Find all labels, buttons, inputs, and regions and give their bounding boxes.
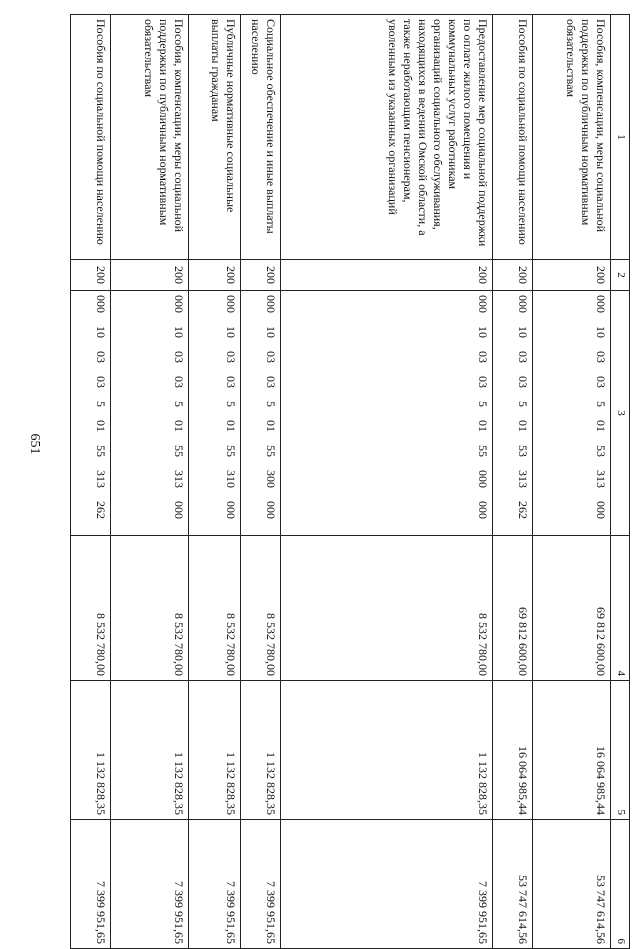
row-code: 000 10 03 03 5 01 55 313 000 <box>111 291 189 536</box>
row-name: Социальное обеспечение и иные выплаты населению <box>240 15 280 260</box>
row-col5: 1 132 828,35 <box>71 681 111 820</box>
page-number: 651 <box>27 433 42 455</box>
row-col2: 200 <box>492 260 532 291</box>
row-col4: 8 532 780,00 <box>71 536 111 681</box>
row-col5: 1 132 828,35 <box>189 681 240 820</box>
header-col-5: 5 <box>611 681 630 820</box>
row-col4: 69 812 600,00 <box>492 536 532 681</box>
row-name: Пособия по социальной помощи населению <box>492 15 532 260</box>
row-col5: 1 132 828,35 <box>280 681 492 820</box>
row-col6: 7 399 951,65 <box>71 820 111 949</box>
rotated-table-area <box>70 14 630 944</box>
row-code: 000 10 03 03 5 01 55 313 262 <box>71 291 111 536</box>
row-col6: 7 399 951,65 <box>280 820 492 949</box>
row-col4: 69 812 600,00 <box>532 536 610 681</box>
table-row <box>280 15 492 949</box>
row-col6: 7 399 951,65 <box>111 820 189 949</box>
row-col4: 8 532 780,00 <box>240 536 280 681</box>
row-col2: 200 <box>532 260 610 291</box>
rotated-table-frame <box>70 14 630 944</box>
row-code: 000 10 03 03 5 01 55 300 000 <box>240 291 280 536</box>
row-col6: 53 747 614,56 <box>492 820 532 949</box>
table-row <box>240 15 280 949</box>
row-col6: 7 399 951,65 <box>240 820 280 949</box>
row-code: 000 10 03 03 5 01 55 000 000 <box>280 291 492 536</box>
row-code: 000 10 03 03 5 01 53 313 000 <box>532 291 610 536</box>
row-col5: 16 064 985,44 <box>492 681 532 820</box>
budget-table <box>70 14 630 949</box>
row-col4: 8 532 780,00 <box>111 536 189 681</box>
row-code: 000 10 03 03 5 01 55 310 000 <box>189 291 240 536</box>
row-col2: 200 <box>189 260 240 291</box>
row-col5: 16 064 985,44 <box>532 681 610 820</box>
row-col6: 53 747 614,56 <box>532 820 610 949</box>
row-name: Предоставление мер социальной поддержки по оплате жилого помещения и коммунальных услуг работникам организаций социального обслуживания, находящихся в ведении Омской области, а также неработающим пенсионерам, уволенным из указанных организаций <box>280 15 492 260</box>
row-name: Пособия, компенсации, меры социальной поддержки по публичным нормативным обязательствам <box>532 15 610 260</box>
row-col4: 8 532 780,00 <box>189 536 240 681</box>
row-name: Публичные нормативные социальные выплаты гражданам <box>189 15 240 260</box>
header-row <box>611 15 630 949</box>
table-row <box>532 15 610 949</box>
table-row <box>71 15 111 949</box>
row-name: Пособия, компенсации, меры социальной поддержки по публичным нормативным обязательствам <box>111 15 189 260</box>
header-col-1: 1 <box>611 15 630 260</box>
row-col4: 8 532 780,00 <box>280 536 492 681</box>
row-col2: 200 <box>71 260 111 291</box>
table-row <box>111 15 189 949</box>
row-code: 000 10 03 03 5 01 53 313 262 <box>492 291 532 536</box>
row-col6: 7 399 951,65 <box>189 820 240 949</box>
header-col-2: 2 <box>611 260 630 291</box>
row-col2: 200 <box>111 260 189 291</box>
row-col5: 1 132 828,35 <box>111 681 189 820</box>
header-col-6: 6 <box>611 820 630 949</box>
row-col2: 200 <box>280 260 492 291</box>
row-col2: 200 <box>240 260 280 291</box>
table-row <box>189 15 240 949</box>
header-col-3: 3 <box>611 291 630 536</box>
table-row <box>492 15 532 949</box>
row-col5: 1 132 828,35 <box>240 681 280 820</box>
row-name: Пособия по социальной помощи населению <box>71 15 111 260</box>
header-col-4: 4 <box>611 536 630 681</box>
